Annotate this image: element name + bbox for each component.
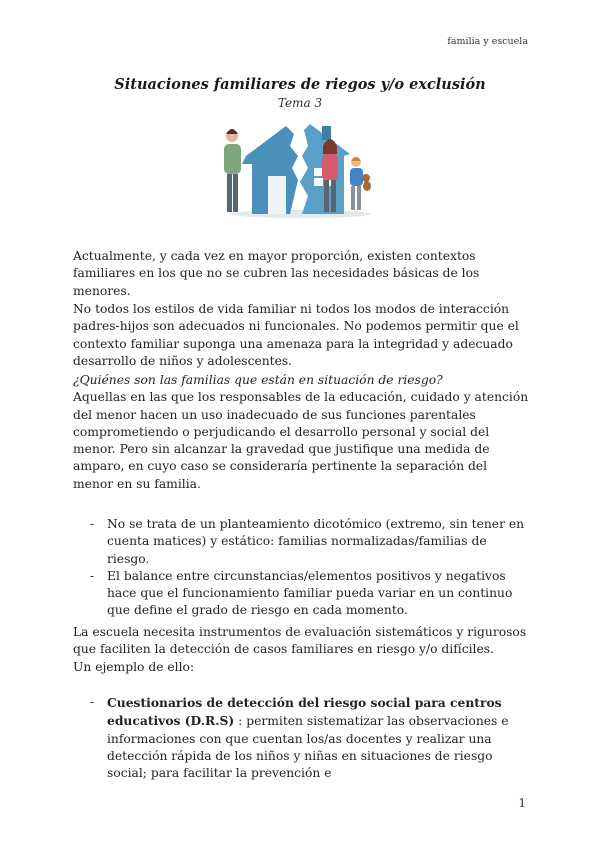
broken-family-illustration	[218, 116, 384, 220]
list-item	[73, 694, 531, 782]
risk-definition: Aquellas en las que los responsables de la educación, cuidado y atención del menor hacen un uso inadecuado de sus funciones parentales comprometiendo o perjudicando el desarrollo personal y social del menor. Pero sin alcanzar la gravedad que justifique una medida de amparo, en cuyo caso se consideraría pertinente la separación del menor en su familia.	[73, 390, 529, 491]
paragraph-styles: No todos los estilos de vida familiar ni todos los modos de interacción padres-hijos son adecuados ni funcionales. No podemos permitir que el contexto familiar suponga una amenaza para la integridad y adecuado desarrollo de niños y adolescentes.	[73, 302, 519, 368]
risk-considerations-list	[73, 516, 531, 620]
page-number: 1	[518, 796, 526, 810]
bullet-dash: -	[90, 568, 95, 583]
question-heading: ¿Quiénes son las familias que están en situación de riesgo?	[73, 373, 443, 387]
running-header: familia y escuela	[447, 36, 528, 47]
instruments-list	[73, 694, 531, 782]
page-title: Situaciones familiares de riegos y/o exclusión	[114, 76, 486, 93]
drs-title: Cuestionarios de detección del riesgo social para centros educativos (D.R.S)	[107, 695, 502, 729]
bullet-dash: -	[90, 517, 95, 531]
paragraph-intro: Actualmente, y cada vez en mayor proporción, existen contextos familiares en los que no se cubren las necesidades básicas de los menores.	[73, 249, 480, 298]
paragraph-risk-families	[73, 372, 531, 493]
bullet-dash: -	[90, 695, 95, 709]
drs-description: : permiten sistematizar las observaciones e informaciones con que cuentan los/as docentes y realizar una detección rápida de los niños y niñas en situaciones de riesgo social; para facilitar la prevención e	[107, 714, 509, 781]
page-subtitle: Tema 3	[277, 96, 323, 110]
list-item: - No se trata de un planteamiento dicotómico (extremo, sin tener en cuenta matices) y estático: familias normalizadas/familias de riesgo.	[73, 516, 531, 568]
list-item: - El balance entre circunstancias/elementos positivos y negativos hace que el funcionamiento familiar pueda variar en un continuo que define el grado de riesgo en cada momento.	[73, 568, 531, 620]
paragraph-school-instruments: La escuela necesita instrumentos de evaluación sistemáticos y rigurosos que faciliten la detección de casos familiares en riesgo y/o difíciles. Un ejemplo de ello:	[73, 625, 527, 674]
